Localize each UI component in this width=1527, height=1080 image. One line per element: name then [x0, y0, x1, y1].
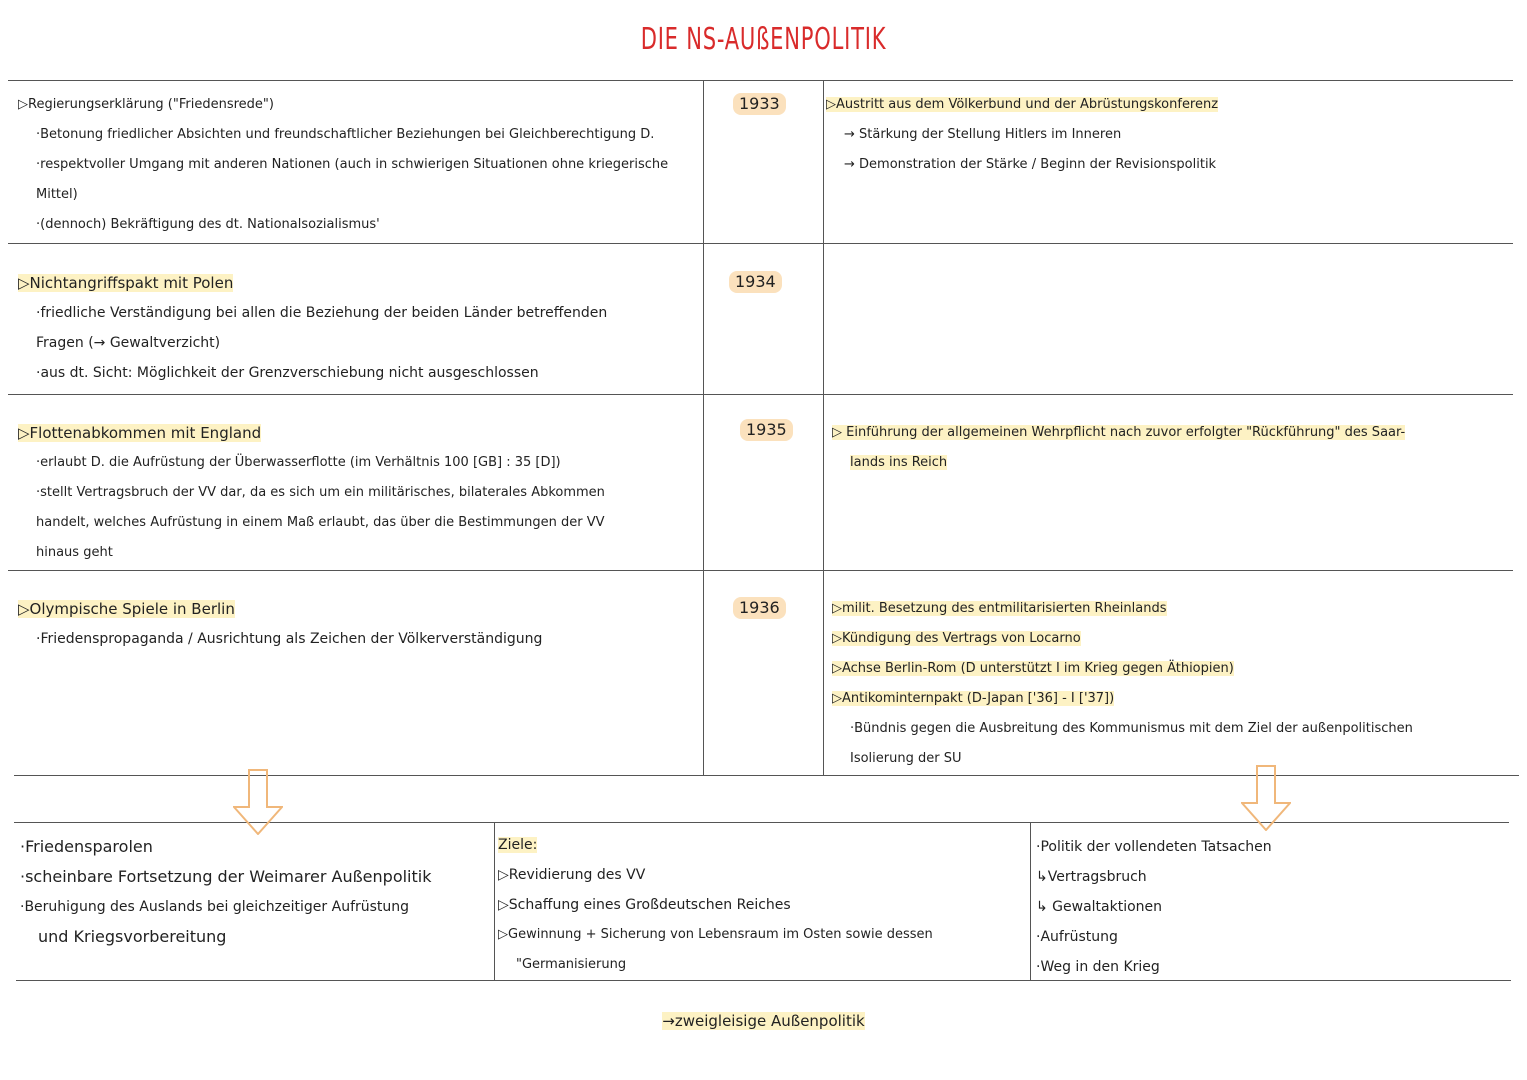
- summary-point: ·Beruhigung des Auslands bei gleichzeitiger Aufrüstung: [20, 899, 410, 915]
- row-point: Isolierung der SU: [850, 751, 962, 766]
- row-1936-left: [18, 594, 542, 654]
- event-highlight: ▷ Einführung der allgemeinen Wehrpflicht nach zuvor erfolgter "Rückführung" des Saar-: [832, 425, 1406, 440]
- row-heading: ▷Regierungserklärung ("Friedensrede"): [18, 97, 274, 112]
- goal-item: ▷Revidierung des VV: [498, 867, 646, 883]
- row-point: ·Bündnis gegen die Ausbreitung des Kommunismus mit dem Ziel der außenpolitischen: [850, 721, 1413, 736]
- summary-point: ↳ Gewaltaktionen: [1036, 899, 1163, 915]
- summary-point: ·Aufrüstung: [1036, 929, 1118, 945]
- down-arrow-icon: [1241, 765, 1291, 831]
- row-point: ·Friedenspropaganda / Ausrichtung als Zeichen der Völkerverständigung: [36, 631, 543, 647]
- row-point: Mittel): [36, 187, 78, 202]
- consequence: → Demonstration der Stärke / Beginn der Revisionspolitik: [844, 157, 1217, 172]
- summary-point: ·Politik der vollendeten Tatsachen: [1036, 839, 1272, 855]
- goal-item: "Germanisierung: [516, 957, 627, 972]
- row-1933-right: [826, 90, 1218, 180]
- summary-point: ·scheinbare Fortsetzung der Weimarer Außenpolitik: [20, 867, 432, 886]
- summary-point: und Kriegsvorbereitung: [38, 927, 227, 946]
- row-1935-left: [18, 418, 605, 568]
- row-point: Fragen (→ Gewaltverzicht): [36, 335, 221, 351]
- summary-point: ·Friedensparolen: [20, 837, 153, 856]
- row-point: ·aus dt. Sicht: Möglichkeit der Grenzverschiebung nicht ausgeschlossen: [36, 365, 539, 381]
- year-badge-1936: 1936: [733, 597, 786, 619]
- row-point: handelt, welches Aufrüstung in einem Maß erlaubt, das über die Bestimmungen der VV: [36, 515, 605, 530]
- summary-point: ·Weg in den Krieg: [1036, 959, 1160, 975]
- divider: [1030, 822, 1031, 980]
- row-heading: ▷Flottenabkommen mit England: [18, 424, 262, 442]
- year-badge-1934: 1934: [729, 271, 782, 293]
- row-1934-left: [18, 268, 607, 388]
- goal-item: ▷Schaffung eines Großdeutschen Reiches: [498, 897, 791, 913]
- row-1935-right: [832, 418, 1405, 478]
- row-point: ·Betonung friedlicher Absichten und freundschaftlicher Beziehungen bei Gleichberechtigung D.: [36, 127, 655, 142]
- event-highlight: ▷Achse Berlin-Rom (D unterstützt I im Krieg gegen Äthiopien): [832, 661, 1234, 676]
- row-heading: ▷Olympische Spiele in Berlin: [18, 600, 235, 618]
- divider: [8, 394, 1513, 395]
- event-highlight: lands ins Reich: [850, 455, 948, 470]
- event-highlight: ▷milit. Besetzung des entmilitarisierten Rheinlands: [832, 601, 1167, 616]
- event-highlight: ▷Kündigung des Vertrags von Locarno: [832, 631, 1081, 646]
- row-point: ·(dennoch) Bekräftigung des dt. Nationalsozialismus': [36, 217, 380, 232]
- row-point: ·friedliche Verständigung bei allen die Beziehung der beiden Länder betreffenden: [36, 305, 608, 321]
- row-1936-right: [832, 594, 1413, 774]
- divider: [8, 570, 1513, 571]
- goals-heading: Ziele:: [498, 837, 538, 853]
- divider: [703, 80, 704, 775]
- divider: [16, 980, 1511, 981]
- down-arrow-icon: [233, 769, 283, 835]
- year-badge-1933: 1933: [733, 93, 786, 115]
- conclusion: →zweigleisige Außenpolitik: [662, 1012, 865, 1030]
- summary-point: ↳Vertragsbruch: [1036, 869, 1147, 885]
- summary-left: [20, 832, 431, 952]
- event-highlight: ▷Antikominternpakt (D-Japan ['36] - I ['37]): [832, 691, 1115, 706]
- row-1933-left: [18, 90, 668, 240]
- divider: [494, 822, 495, 980]
- consequence: → Stärkung der Stellung Hitlers im Inneren: [844, 127, 1122, 142]
- year-badge-1935: 1935: [740, 419, 793, 441]
- divider: [8, 243, 1513, 244]
- row-heading: ▷Nichtangriffspakt mit Polen: [18, 274, 234, 292]
- divider: [8, 80, 1513, 81]
- summary-right: [1036, 832, 1272, 982]
- row-point: hinaus geht: [36, 545, 113, 560]
- divider: [823, 80, 824, 775]
- row-point: ·erlaubt D. die Aufrüstung der Überwasserflotte (im Verhältnis 100 [GB] : 35 [D]): [36, 455, 561, 470]
- summary-middle: [498, 830, 933, 980]
- page-title: DIE NS-AUßENPOLITIK: [640, 22, 887, 57]
- event-highlight: ▷Austritt aus dem Völkerbund und der Abrüstungskonferenz: [826, 97, 1219, 112]
- goal-item: ▷Gewinnung + Sicherung von Lebensraum im Osten sowie dessen: [498, 927, 933, 942]
- row-point: ·respektvoller Umgang mit anderen Nationen (auch in schwierigen Situationen ohne kriegerische: [36, 157, 669, 172]
- row-point: ·stellt Vertragsbruch der VV dar, da es sich um ein militärisches, bilaterales Abkommen: [36, 485, 605, 500]
